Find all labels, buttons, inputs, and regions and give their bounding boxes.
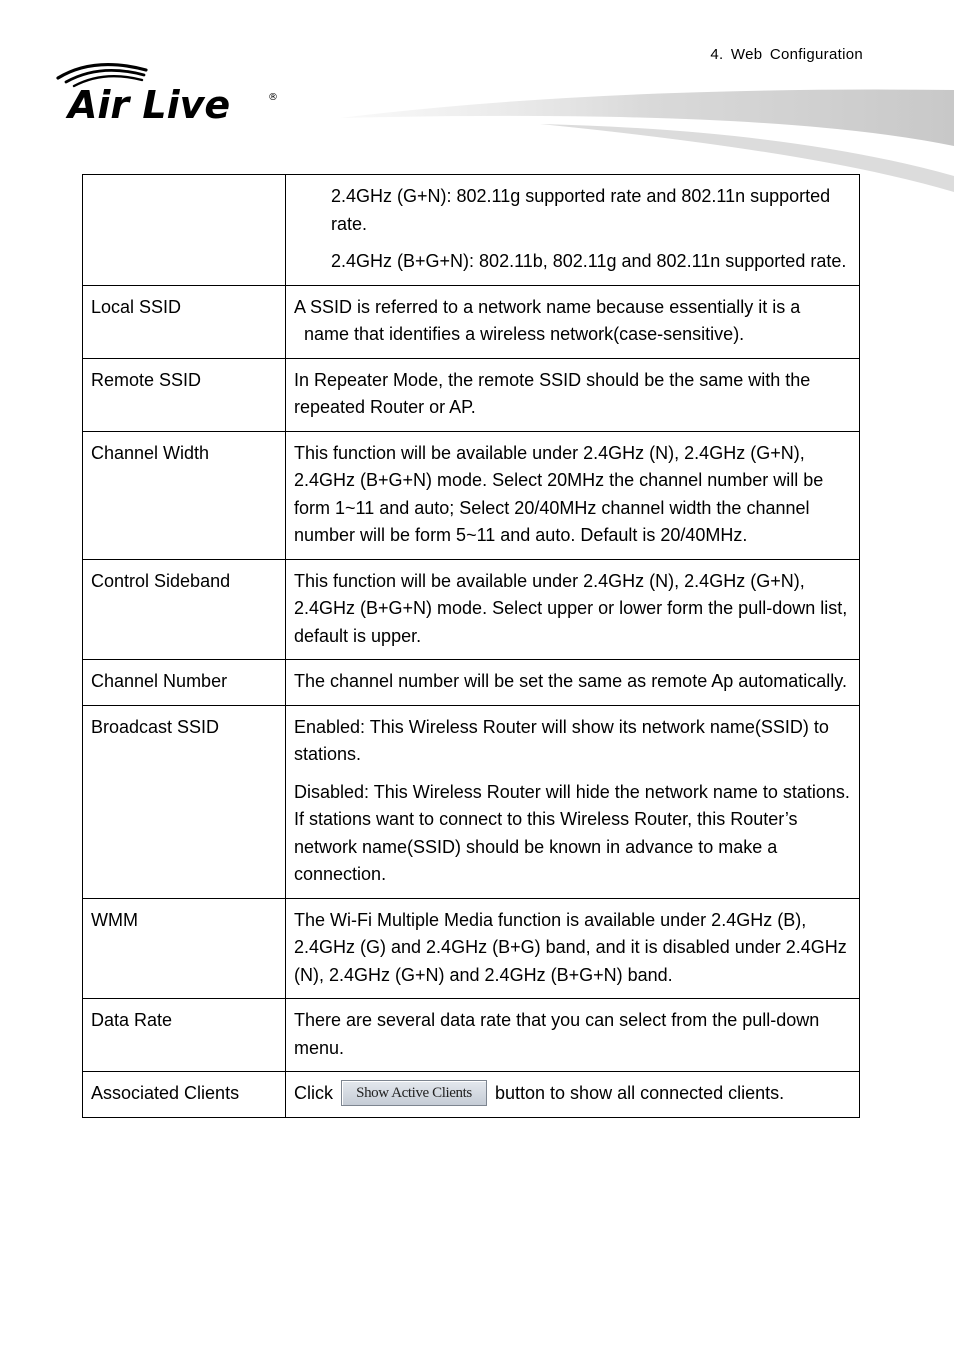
row-label: Associated Clients (83, 1072, 286, 1118)
table-row-data-rate (83, 999, 860, 1072)
row-description (286, 1072, 860, 1118)
row-description (286, 705, 860, 898)
show-active-clients-button[interactable]: Show Active Clients (341, 1080, 487, 1106)
description-paragraph: 2.4GHz (G+N): 802.11g supported rate and 802.11n supported rate. (331, 186, 831, 234)
row-label: Remote SSID (83, 358, 286, 431)
row-label (83, 175, 286, 286)
row-description: The Wi-Fi Multiple Media function is available under 2.4GHz (B), 2.4GHz (G) and 2.4GHz (B+G) band, and it is disabled under 2.4GHz (N), 2.4GHz (G+N) and 2.4GHz (B+G+N) band. (286, 898, 860, 999)
table-row-associated-clients (83, 1072, 860, 1118)
row-label: Local SSID (83, 285, 286, 358)
table-row-remote-ssid (83, 358, 860, 431)
description-paragraph: Enabled: This Wireless Router will show its network name(SSID) to stations. (294, 716, 829, 764)
table-row (83, 175, 860, 286)
table-row-control-sideband (83, 559, 860, 660)
row-description (286, 175, 860, 286)
description-prefix: Click (294, 1083, 333, 1103)
row-description: There are several data rate that you can select from the pull-down menu. (286, 999, 860, 1072)
description-paragraph: 2.4GHz (B+G+N): 802.11b, 802.11g and 802.11n supported rate. (331, 251, 847, 271)
row-description: In Repeater Mode, the remote SSID should be the same with the repeated Router or AP. (286, 358, 860, 431)
row-description: This function will be available under 2.4GHz (N), 2.4GHz (G+N), 2.4GHz (B+G+N) mode. Select upper or lower form the pull-down list, default is upper. (286, 559, 860, 660)
table-row-channel-width (83, 431, 860, 559)
description-paragraph: Disabled: This Wireless Router will hide the network name to stations. If stations want to connect to this Wireless Router, this Router’s network name(SSID) should be known in advance to make a connection. (294, 781, 850, 884)
wireless-settings-table (82, 174, 860, 1118)
logo-wordmark: Air Live (68, 83, 231, 127)
row-description: The channel number will be set the same as remote Ap automatically. (286, 660, 860, 706)
description-line: name that identifies a wireless network(case-sensitive). (304, 324, 745, 344)
row-label: Channel Number (83, 660, 286, 706)
row-description: This function will be available under 2.4GHz (N), 2.4GHz (G+N), 2.4GHz (B+G+N) mode. Select 20MHz the channel number will be form 1~11 and auto; Select 20/40MHz channel width the channel number will be form 5~11 and auto. Default is 20/40MHz. (286, 431, 860, 559)
registered-mark: ® (268, 92, 278, 103)
row-description (286, 285, 860, 358)
table-row-wmm (83, 898, 860, 999)
row-label: Data Rate (83, 999, 286, 1072)
description-suffix: button to show all connected clients. (495, 1083, 785, 1103)
row-label: Broadcast SSID (83, 705, 286, 898)
row-label: WMM (83, 898, 286, 999)
row-label: Channel Width (83, 431, 286, 559)
table-row-broadcast-ssid (83, 705, 860, 898)
row-label: Control Sideband (83, 559, 286, 660)
airlive-logo (54, 58, 284, 128)
chapter-header: 4. Web Configuration (710, 46, 863, 63)
description-line: A SSID is referred to a network name because essentially it is a (294, 296, 801, 317)
table-row-local-ssid (83, 285, 860, 358)
table-row-channel-number (83, 660, 860, 706)
